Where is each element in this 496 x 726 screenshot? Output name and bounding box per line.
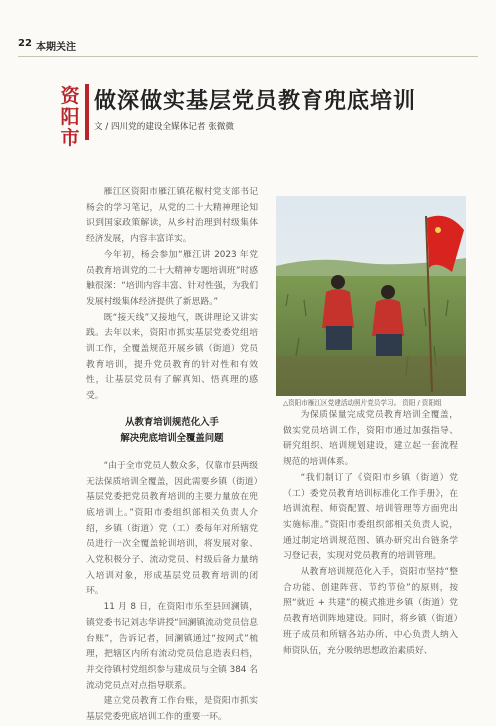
region-char: 阳 bbox=[60, 106, 80, 128]
photo-caption: △资阳市雁江区党建活动照片党员学习。 资阳 / 资阳组 bbox=[283, 399, 442, 407]
region-char: 市 bbox=[60, 127, 80, 149]
paragraph: 从教育培训规范化入手，资阳市坚持“整合功能、创建阵营、节约节俭”的原则，按照“就近 + 共建”的模式推进乡镇（街道）党员教育培训阵地建设。同时，将乡镇（街道）班子成员和所辖各站办所、中心负责人纳入师资队伍，充分吸纳思想政治素质好、 bbox=[283, 567, 458, 656]
paragraph: 今年初，杨会参加“雁江讲 2023 年党员教育培训党的二十大精神专题培训班”时感触很深：“培训内容丰富、针对性强，为我们发展村级集体经济提供了新思路。” bbox=[86, 249, 258, 307]
paragraph: 建立党员教育工作台账，是资阳市抓实基层党委兜底培训工作的重要一环。 bbox=[86, 696, 258, 723]
region-tag bbox=[60, 86, 80, 149]
paragraph: 为保质保量完成党员教育培训全覆盖，做实党员培训工作，资阳市通过加强指导、研究组织、培训规划建设，建立起一套流程规范的培训体系。 bbox=[283, 410, 458, 468]
article-photo bbox=[276, 196, 466, 396]
article-title: 做深做实基层党员教育兜底培训 bbox=[94, 89, 417, 114]
left-column bbox=[86, 185, 258, 726]
section-title: 本期关注 bbox=[36, 42, 76, 53]
page-header bbox=[18, 38, 478, 54]
title-accent-bar bbox=[85, 84, 89, 140]
paragraph: “我们制订了《资阳市乡镇（街道）党（工）委党员教育培训标准化工作手册》，在培训流程、师资配置、培训管理等方面兜出实施标准。”资阳市委组织部相关负责人说，通过制定培训规范图、镇办研究出台链条学习登记表，实现对党员教育的培训管理。 bbox=[283, 472, 458, 562]
article-byline: 文 / 四川党的建设全媒体记者 张微微 bbox=[94, 122, 234, 132]
photo-illustration bbox=[276, 196, 466, 396]
region-char: 资 bbox=[60, 85, 80, 107]
subheading bbox=[86, 415, 258, 447]
right-column bbox=[283, 408, 458, 659]
subheading-line: 解决兜底培训全覆盖问题 bbox=[120, 432, 224, 444]
paragraph: 11 月 8 日，在资阳市乐至县回澜镇，镇党委书记刘志华讲授“回澜镇流动党员信息台账”，告诉记者，回澜镇通过“按网式”梳理，把辖区内所有流动党员信息造表归档，并交待镇村党组织参与建成员与全镇 384 名流动党员点对点指导联系。 bbox=[86, 602, 258, 691]
paragraph: “由于全市党员人数众多，仅靠市县两级无法保质培训全覆盖，因此需要乡镇（街道）基层党委把党员教育培训的主要力量放在兜底培训上。”资阳市委组织部相关负责人介绍，乡镇（街道）党（工）委每年对所辖党员进行一次全覆盖轮训培训，将发展对象、入党积极分子、流动党员、村级后备力量纳入培训对象，形成基层党员教育培训的闭环。 bbox=[86, 460, 258, 597]
header-divider bbox=[18, 56, 478, 57]
paragraph: 雁江区资阳市雁江镇花椒村党支部书记杨会的学习笔记，从党的二十大精神理论知识到国家政策解读，从乡村治理到村级集体经济发展，内容丰富详实。 bbox=[86, 187, 258, 245]
paragraph: 既“接天线”又接地气，既讲理论又讲实践。去年以来，资阳市抓实基层党委党组培训工作，全覆盖规范开展乡镇（街道）党员教育培训，提升党员教育的针对性和有效性，让基层党员有了解真知、悟真理的感受。 bbox=[86, 312, 258, 402]
subheading-line: 从教育培训规范化入手 bbox=[125, 416, 219, 428]
page-number: 22 bbox=[18, 38, 32, 49]
